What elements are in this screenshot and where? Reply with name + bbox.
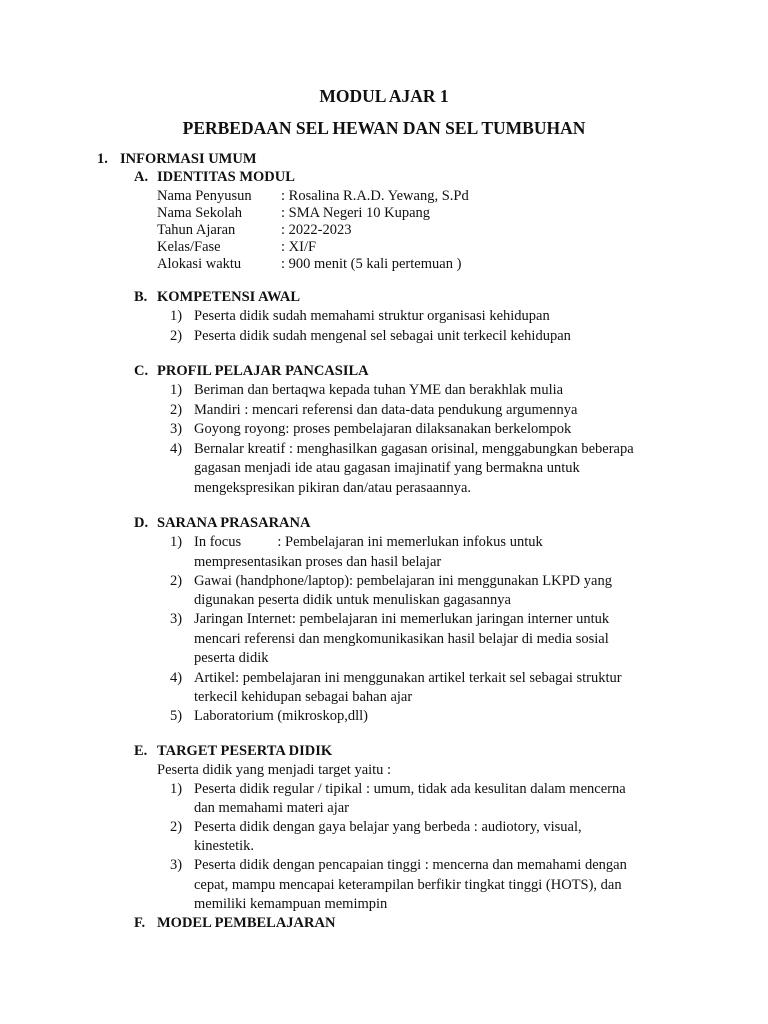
identity-value: : XI/F	[281, 239, 317, 255]
list-item-text: peserta didik	[194, 650, 269, 666]
section-b-letter: B.	[134, 289, 148, 305]
section-e-intro: Peserta didik yang menjadi target yaitu :	[157, 762, 392, 778]
list-number: 5)	[170, 708, 183, 724]
list-item-text: cepat, mampu mencapai keterampilan berfikir tingkat tinggi (HOTS), dan	[194, 877, 622, 893]
list-number: 1)	[170, 534, 183, 550]
list-item-text: Gawai (handphone/laptop): pembelajaran ini menggunakan LKPD yang	[194, 573, 612, 589]
identity-value: : 900 menit (5 kali pertemuan )	[281, 256, 462, 272]
list-item-text: Laboratorium (mikroskop,dll)	[194, 708, 368, 724]
list-number: 4)	[170, 441, 183, 457]
identity-key: Nama Sekolah	[157, 205, 242, 221]
list-item-text: terkecil kehidupan sebagai bahan ajar	[194, 689, 413, 705]
list-item-text: mempresentasikan proses dan hasil belajar	[194, 554, 442, 570]
identity-key: Alokasi waktu	[157, 256, 242, 272]
list-item-text: Peserta didik sudah mengenal sel sebagai unit terkecil kehidupan	[194, 328, 571, 344]
list-number: 1)	[170, 308, 183, 324]
identity-key: Kelas/Fase	[157, 239, 221, 255]
identity-key: Tahun Ajaran	[157, 222, 236, 238]
list-item-text: Jaringan Internet: pembelajaran ini memerlukan jaringan interner untuk	[194, 611, 610, 627]
list-number: 2)	[170, 328, 183, 344]
section-1-heading: INFORMASI UMUM	[120, 151, 257, 167]
section-d-heading: SARANA PRASARANA	[157, 515, 311, 531]
list-number: 1)	[170, 781, 183, 797]
list-item-text: Peserta didik dengan pencapaian tinggi : mencerna dan memahami dengan	[194, 857, 627, 873]
identity-key: Nama Penyusun	[157, 188, 252, 204]
section-e-letter: E.	[134, 743, 148, 759]
section-c-letter: C.	[134, 363, 149, 379]
list-item-text: Peserta didik regular / tipikal : umum, tidak ada kesulitan dalam mencerna	[194, 781, 626, 797]
list-number: 3)	[170, 421, 183, 437]
list-item-text: kinestetik.	[194, 838, 255, 854]
list-item-text: digunakan peserta didik untuk menuliskan gagasannya	[194, 592, 511, 608]
list-item-text: memiliki kemampuan memimpin	[194, 896, 388, 912]
list-item-text: dan memahami materi ajar	[194, 800, 349, 816]
document-subtitle: PERBEDAAN SEL HEWAN DAN SEL TUMBUHAN	[182, 118, 586, 138]
list-number: 2)	[170, 819, 183, 835]
list-number: 4)	[170, 670, 183, 686]
section-f-letter: F.	[134, 915, 146, 931]
list-item-text: mencari referensi dan mengkomunikasikan hasil belajar di media sosial	[194, 631, 609, 647]
identity-value: : 2022-2023	[281, 222, 352, 238]
list-item-text: In focus : Pembelajaran ini memerlukan infokus untuk	[194, 534, 543, 550]
list-number: 2)	[170, 402, 183, 418]
section-1-number: 1.	[97, 151, 108, 167]
identity-value: : Rosalina R.A.D. Yewang, S.Pd	[281, 188, 469, 204]
list-item-text: Goyong royong: proses pembelajaran dilaksanakan berkelompok	[194, 421, 572, 437]
list-item-text: gagasan menjadi ide atau gagasan imajinatif yang bermakna untuk	[194, 460, 580, 476]
list-item-text: Artikel: pembelajaran ini menggunakan artikel terkait sel sebagai struktur	[194, 670, 622, 686]
list-item-text: Peserta didik sudah memahami struktur organisasi kehidupan	[194, 308, 550, 324]
section-b-heading: KOMPETENSI AWAL	[157, 289, 301, 305]
list-number: 3)	[170, 857, 183, 873]
list-item-text: Bernalar kreatif : menghasilkan gagasan orisinal, menggabungkan beberapa	[194, 441, 634, 457]
document-title: MODUL AJAR 1	[319, 86, 449, 106]
section-e-heading: TARGET PESERTA DIDIK	[157, 743, 333, 759]
section-f-heading: MODEL PEMBELAJARAN	[157, 915, 336, 931]
section-a-letter: A.	[134, 169, 149, 185]
list-number: 1)	[170, 382, 183, 398]
section-c-heading: PROFIL PELAJAR PANCASILA	[157, 363, 369, 379]
list-number: 3)	[170, 611, 183, 627]
section-d-letter: D.	[134, 515, 149, 531]
list-item-text: Peserta didik dengan gaya belajar yang berbeda : audiotory, visual,	[194, 819, 582, 835]
section-a-heading: IDENTITAS MODUL	[157, 169, 295, 185]
list-item-text: Beriman dan bertaqwa kepada tuhan YME dan berakhlak mulia	[194, 382, 564, 398]
identity-value: : SMA Negeri 10 Kupang	[281, 205, 431, 221]
list-item-text: Mandiri : mencari referensi dan data-data pendukung argumennya	[194, 402, 578, 418]
list-number: 2)	[170, 573, 183, 589]
list-item-text: mengekspresikan pikiran dan/atau perasaannya.	[194, 480, 472, 496]
